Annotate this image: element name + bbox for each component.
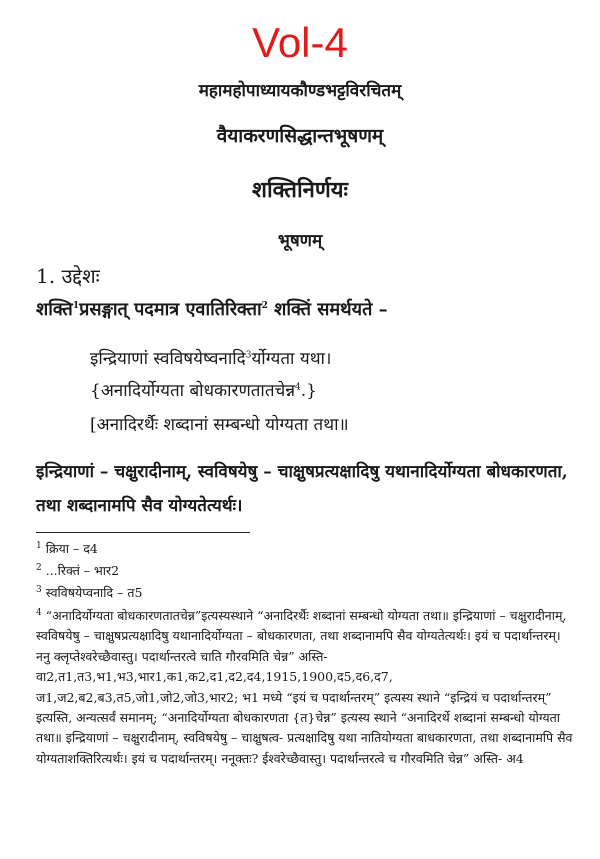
footnote-text: ...रिक्तं – भार2	[45, 563, 120, 578]
footnote-text: स्वविषयेप्वनादि – त5	[45, 585, 143, 600]
verse-1a: इन्द्रियाणां स्वविषयेष्वनादि	[90, 349, 246, 369]
chapter-title: शक्तिनिर्णयः	[251, 177, 348, 203]
verse-1b: र्योग्यता यथा।	[251, 349, 332, 369]
footnote-ref-1: 1	[72, 301, 80, 311]
commentary-paragraph: इन्द्रियाणां – चक्षुरादीनाम्, स्वविषयेषु – चाक्षुषप्रत्यक्षादिषु यथानादिर्योग्यता बोधकारणता, तथा शब्दानामपि सैव योग्यतेत्यर्थः।	[36, 462, 568, 516]
footnote-divider	[36, 532, 250, 533]
footnote-text: क्रिया – द4	[45, 541, 98, 556]
footnote-1	[36, 540, 98, 557]
intro-text-3: शक्तिं समर्थयते –	[267, 299, 388, 320]
footnote-4	[36, 606, 576, 769]
footnote-ref-2: 2	[261, 301, 268, 311]
footnote-ref-4: 4	[295, 382, 301, 393]
verse-line-3: [अनादिरर्थैः शब्दानां सम्बन्धो योग्यता तथा॥	[90, 415, 349, 435]
author-line: महामहोपाध्यायकौण्डभट्टविरचितम्	[198, 81, 402, 101]
footnote-2	[36, 562, 119, 579]
footnote-3	[36, 584, 142, 601]
verse-2b: .}	[300, 381, 317, 401]
intro-line	[36, 297, 388, 321]
footnote-number: 4	[36, 607, 42, 618]
section-heading: 1. उद्देशः	[36, 264, 100, 288]
book-title: वैयाकरणसिद्धान्तभूषणम्	[216, 125, 384, 147]
intro-text-1: शक्ति	[36, 299, 73, 320]
sub-title: भूषणम्	[277, 231, 323, 251]
verse-2a: {अनादिर्योग्यता बोधकारणतातचेन्न	[90, 381, 296, 401]
intro-text-2: प्रसङ्गात् पदमात्र एवातिरिक्ता	[79, 299, 262, 320]
verse-line-2	[90, 378, 317, 401]
volume-label: Vol-4	[252, 19, 348, 66]
footnote-number: 3	[36, 584, 42, 595]
footnote-number: 1	[36, 540, 42, 551]
verse-line-1	[90, 346, 331, 369]
footnote-number: 2	[36, 562, 42, 573]
footnote-text: “अनादिर्योग्यता बोधकारणतातचेन्न”इत्यस्यस्थाने “अनादिरर्थैः शब्दानां सम्बन्धो योग्यता तथा॥ इन्द्रियाणां – चक्षुरादीनाम्, स्वविषयेषु – चाक्षुषप्रत्यक्षादिषु यथानादिर्योग्यता – बोधकारणता, तथा शब्दानामपि सैव योग्यतेत्यर्थः। इयं च पदार्थान्तरम्। ननु क्लृप्तेश्वरेच्छैवास्तु। पदार्थान्तरत्वे चाति गौरवमिति चेन्न” अस्ति- वा2,त1,त3,भ1,भ3,भार1,क1,क2,द1,द2,द4,1915,1900,द5,द6,द7, ज1,ज2,ब2,ब3,त5,जो1,जो2,जो3,भार2; भ1 मध्ये “इयं च पदार्थान्तरम्” इत्यस्य स्थाने “इन्द्रियं च पदार्थान्तरम्” इत्यस्ति, अन्यत्सर्वं समानम्; “अनादिर्योग्यता बोधकारणता {त}चेन्न” इत्यस्य स्थाने “अनादिरर्थे शब्दानां सम्बन्धो योग्यता तथा॥ इन्द्रियाणां – चक्षुरादीनाम्, स्वविषयेषु – चाक्षुषत्व- प्रत्यक्षादिषु यथा नातियोग्यता बाधकारणता, तथा शब्दानामपि सैव योग्यताशक्तिरित्यर्थः। इयं च पदार्थान्तरम्। ननूक्तः? ईश्वरेच्छैवास्तु। पदार्थान्तरत्वे च गौरवमिति चेन्न” अस्ति- अ4	[36, 608, 573, 766]
footnote-ref-3: 3	[245, 350, 252, 361]
